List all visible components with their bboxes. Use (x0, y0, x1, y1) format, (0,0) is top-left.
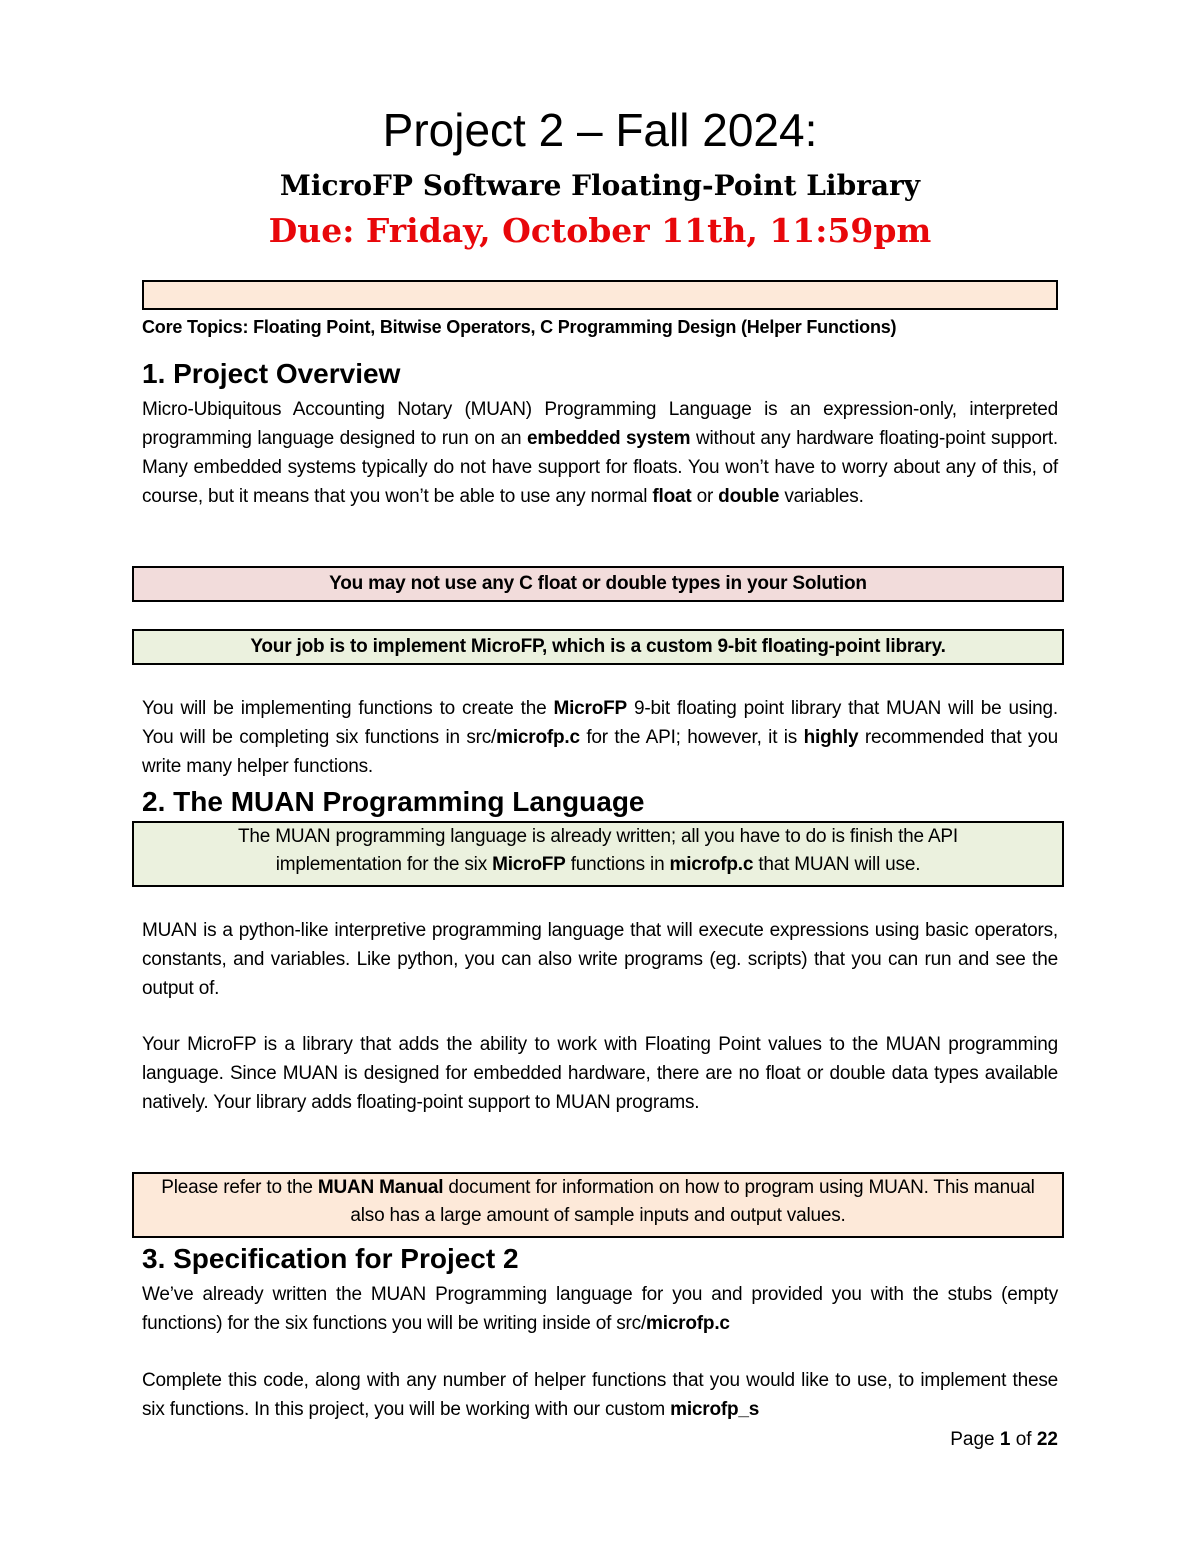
bold-run: microfp.c (669, 854, 754, 875)
page-number (142, 1426, 1058, 1454)
section-3-paragraph-2 (142, 1366, 1058, 1424)
bold-run: MicroFP (492, 854, 566, 875)
bold-run: microfp.c (496, 727, 580, 748)
bold-run: embedded system (527, 428, 691, 449)
text-run: without any hardware floating-point support. Many embedded systems typically do not have support for floats. You won’t have to worry about any of this, of course, but it means that you won’t be able to use any normal (142, 428, 1058, 507)
page-total: 22 (1036, 1429, 1058, 1450)
section-1-heading: 1. Project Overview (142, 358, 401, 389)
text-run: functions in (565, 854, 670, 875)
callout-no-float: You may not use any C float or double types in your Solution (132, 566, 1064, 602)
section-1-paragraph-2 (142, 694, 1058, 781)
page-of: of (1010, 1429, 1037, 1450)
page-label: Page (950, 1429, 1000, 1450)
bold-run: float (652, 486, 692, 507)
text-run: We’ve already written the MUAN Programming language for you and provided you with the stubs (empty functions) for the six functions you will be writing inside of src/ (142, 1284, 1058, 1334)
bold-run: microfp.c (646, 1313, 730, 1334)
text-run: document for information on how to program using MUAN. This manual also has a large amount of sample inputs and output values. (350, 1177, 1035, 1226)
text-run: Micro-Ubiquitous Accounting Notary (MUAN) Programming Language is an expression-only, interpreted programming language designed to run on an (142, 399, 1058, 449)
bold-run: MicroFP (553, 698, 628, 719)
bold-run: microfp_s (670, 1399, 760, 1420)
callout-job: Your job is to implement MicroFP, which is a custom 9-bit floating-point library. (132, 629, 1064, 665)
section-2-paragraph-1: MUAN is a python-like interpretive programming language that will execute expressions using basic operators, constants, and variables. Like python, you can also write programs (eg. scripts) that you can run and see the output of. (142, 920, 1058, 999)
callout-muan-written (132, 821, 1064, 887)
text-run: or (691, 486, 719, 507)
text-run: Please refer to the (161, 1177, 318, 1198)
text-run: variables. (779, 486, 864, 507)
text-run: The MUAN programming language is already written; all you have to do is finish the API implementation for the six (238, 826, 958, 875)
text-run: Complete this code, along with any number of helper functions that you would like to use, to implement these six functions. In this project, you will be working with our custom (142, 1370, 1058, 1420)
section-1-paragraph-1 (142, 395, 1058, 511)
text-run: for the API; however, it is (579, 727, 804, 748)
text-run: recommended that you write many helper functions. (142, 727, 1058, 777)
text-run: You will be implementing functions to create the (142, 698, 554, 719)
text-run: that MUAN will use. (753, 854, 921, 875)
due-date: Due: Friday, October 11th, 11:59pm (268, 211, 932, 250)
empty-highlight-box (142, 280, 1058, 310)
document-subtitle: MicroFP Software Floating-Point Library (279, 169, 921, 202)
bold-run: MUAN Manual (317, 1177, 444, 1198)
text-run: 9-bit floating point library that MUAN will be using. You will be completing six functions in src/ (142, 698, 1058, 748)
callout-muan-manual (132, 1172, 1064, 1238)
bold-run: double (718, 486, 780, 507)
section-2-paragraph-2: Your MicroFP is a library that adds the ability to work with Floating Point values to the MUAN programming language. Since MUAN is designed for embedded hardware, there are no float or double data types available natively. Your library adds floating-point support to MUAN programs. (142, 1034, 1058, 1113)
section-3-heading: 3. Specification for Project 2 (142, 1243, 519, 1274)
section-2-heading: 2. The MUAN Programming Language (142, 786, 645, 817)
page-current: 1 (999, 1429, 1011, 1450)
core-topics: Core Topics: Floating Point, Bitwise Operators, C Programming Design (Helper Functions) (142, 317, 897, 337)
section-3-paragraph-1 (142, 1280, 1058, 1338)
bold-run: highly (803, 727, 859, 748)
document-title: Project 2 – Fall 2024: (382, 104, 818, 156)
